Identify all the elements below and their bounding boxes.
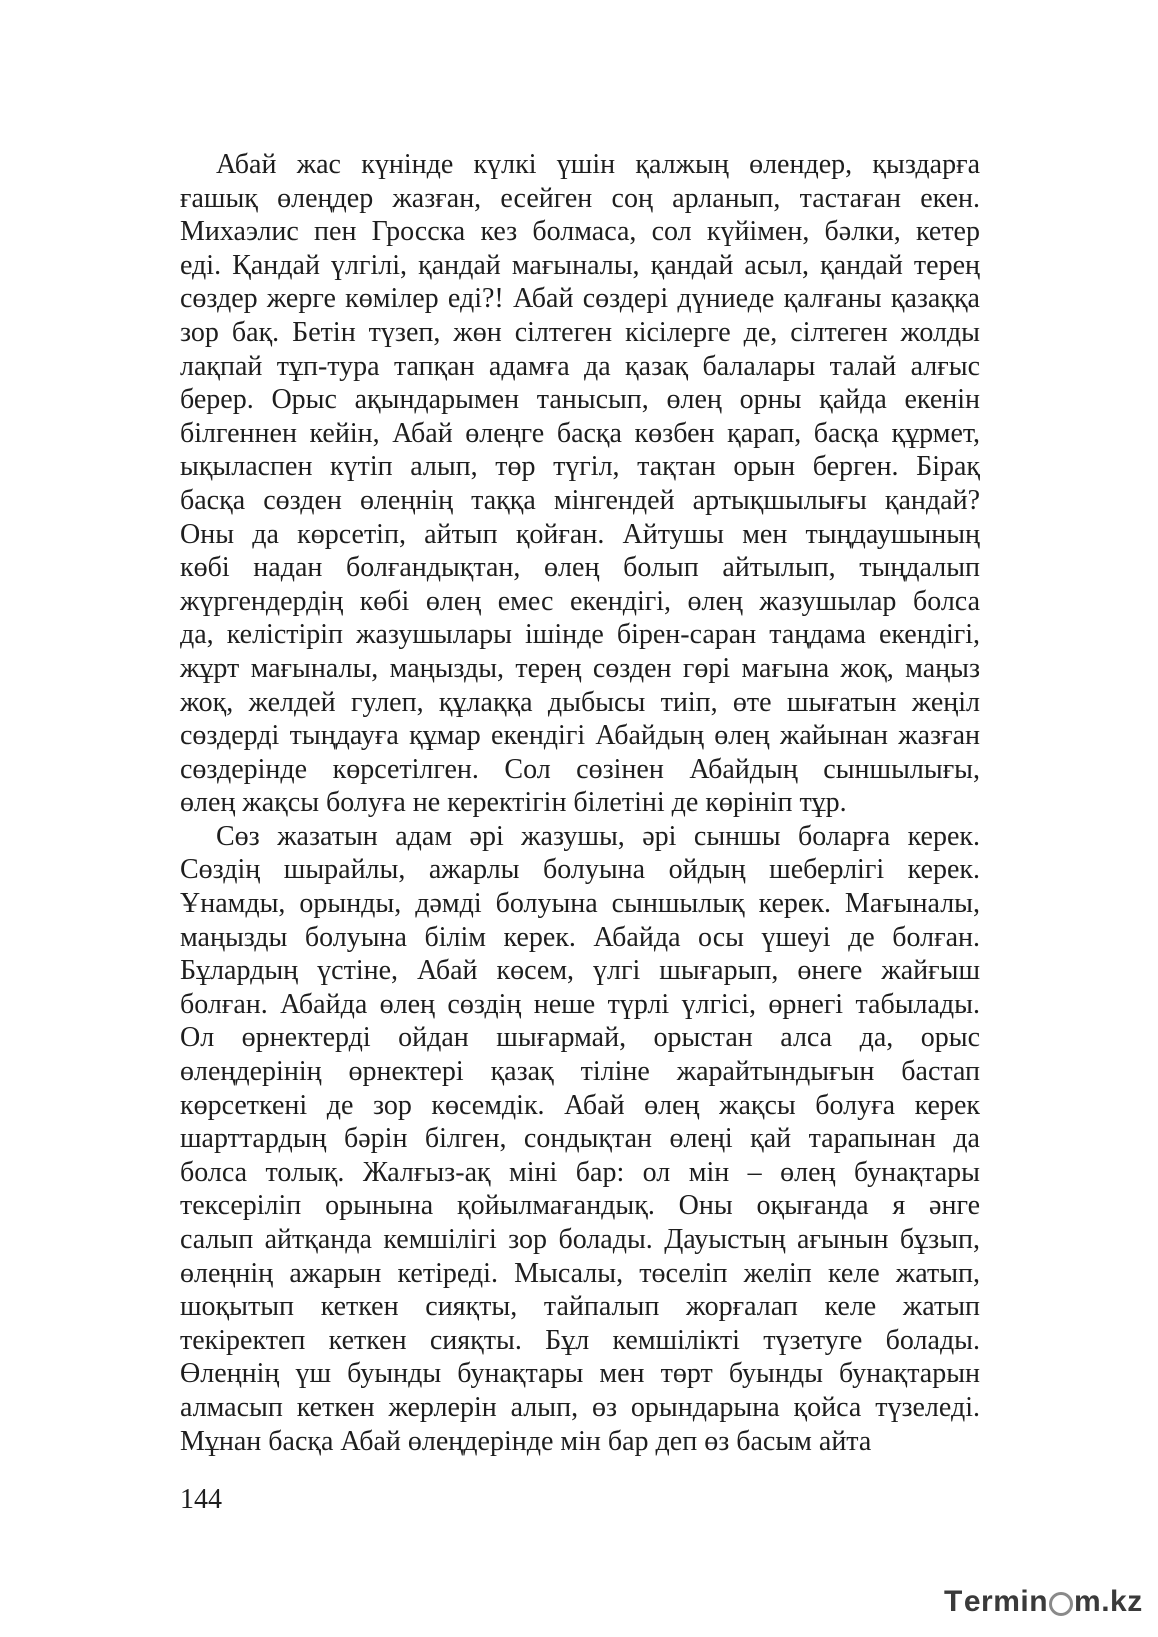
page-body [180, 148, 980, 1458]
terminkom-logo [944, 1580, 1143, 1624]
logo-t-letter: T [944, 1585, 963, 1618]
text-line: ықыласпен күтіп алып, төр түгіл, тақтан орын берген. Бірақ [180, 451, 980, 483]
logo-ring-icon [1049, 1592, 1073, 1616]
text-line: Михаэлис пен Гросска кез болмаса, сол күйімен, бəлки, кетер [180, 216, 980, 248]
text-line: шоқытып кеткен сияқты, тайпалып жорғалап келе жатып [180, 1291, 980, 1323]
text-line: болған. Абайда өлең сөздің неше түрлі үлгісі, өрнегі табылады. [180, 988, 980, 1020]
logo-text-part-1: ermin [963, 1585, 1049, 1618]
text-line: маңызды болуына білім керек. Абайда осы үшеуі де болған. [180, 921, 980, 953]
page-number: 144 [180, 1484, 222, 1515]
text-line: жүргендердің көбі өлең емес екендігі, өлең жазушылар болса [180, 585, 980, 617]
text-line: өлеңнің ажарын кетіреді. Мысалы, төселіп желіп келе жатып, [180, 1257, 980, 1289]
text-line: зор бақ. Бетін түзеп, жөн сілтеген кісілерге де, сілтеген жолды [180, 316, 980, 348]
paragraph-2 [180, 820, 980, 1458]
text-line: тексеріліп орынына қойылмағандық. Оны оқығанда я əнге [180, 1190, 980, 1222]
text-line: Сөздің шырайлы, ажарлы болуына ойдың шеберлігі керек. [180, 854, 980, 886]
text-line: еді. Қандай үлгілі, қандай мағыналы, қандай асыл, қандай терең [180, 249, 980, 281]
text-line: сөздер жерге көмілер еді?! Абай сөздері дүниеде қалғаны қазаққа [180, 283, 980, 315]
text-line: болса толық. Жалғыз-ақ міні бар: ол мін – өлең бунақтары [180, 1156, 980, 1188]
text-line: Ұнамды, орынды, дəмді болуына сыншылық керек. Мағыналы, [180, 888, 980, 920]
text-line: білгеннен кейін, Абай өлеңге басқа көзбен қарап, басқа құрмет, [180, 417, 980, 449]
text-line: Ол өрнектерді ойдан шығармай, орыстан алса да, орыс [180, 1022, 980, 1054]
text-line: өлеңдерінің өрнектері қазақ тіліне жарайтындығын бастап [180, 1056, 980, 1088]
text-line: ғашық өлеңдер жазған, есейген соң арланып, тастаған екен. [180, 182, 980, 214]
text-line: Оны да көрсетіп, айтып қойған. Айтушы мен тыңдаушының [180, 518, 980, 550]
text-line: Мұнан басқа Абай өлеңдерінде мін бар деп өз басым айта [180, 1425, 872, 1457]
text-line: басқа сөзден өлеңнің таққа мінгендей артықшылығы қандай? [180, 484, 980, 516]
text-line: да, келістіріп жазушылары ішінде бірен-саран таңдама екендігі, [180, 619, 980, 651]
text-line: алмасып кеткен жерлерін алып, өз орындарына қойса түзеледі. [180, 1391, 980, 1423]
text-line: текіректеп кеткен сияқты. Бұл кемшілікті түзетуге болады. [180, 1324, 980, 1356]
text-line: көрсеткені де зор көсемдік. Абай өлең жақсы болуға керек [180, 1089, 980, 1121]
text-line: Абай жас күнінде күлкі үшін қалжың өлендер, қыздарға [216, 149, 980, 180]
text-line: берер. Орыс ақындарымен танысып, өлең орны қайда екенін [180, 384, 980, 416]
text-line: сөздерді тыңдауға құмар екендігі Абайдың өлең жайынан жазған [180, 720, 980, 752]
text-line: салып айтқанда кемшілігі зор болады. Дауыстың ағынын бұзып, [180, 1224, 980, 1255]
text-line: Бұлардың үстіне, Абай көсем, үлгі шығарып, өнеге жайғыш [180, 955, 980, 987]
text-line: өлең жақсы болуға не керектігін білетіні де көрініп тұр. [180, 787, 847, 819]
text-line: сөздерінде көрсетілген. Сол сөзінен Абайдың сыншылығы, [180, 753, 980, 785]
text-line: лақпай тұп-тура тапқан адамға да қазақ балалары талай алғыс [180, 350, 980, 382]
paragraph-1 [180, 148, 980, 820]
text-line: жұрт мағыналы, маңызды, терең сөзден гөрі мағына жоқ, маңыз [180, 652, 980, 684]
text-line: Өлеңнің үш буынды бунақтары мен төрт буынды бунақтарын [180, 1358, 980, 1390]
text-line: жоқ, желдей гулеп, құлаққа дыбысы тиіп, өте шығатын жеңіл [180, 686, 980, 718]
text-line: көбі надан болғандықтан, өлең болып айтылып, тыңдалып [180, 552, 980, 584]
text-line: Сөз жазатын адам əрі жазушы, əрі сыншы боларға керек. [216, 820, 980, 852]
text-line: шарттардың бəрін білген, сондықтан өлеңі қай тарапынан да [180, 1123, 980, 1155]
logo-text-part-2: m.kz [1074, 1585, 1143, 1618]
